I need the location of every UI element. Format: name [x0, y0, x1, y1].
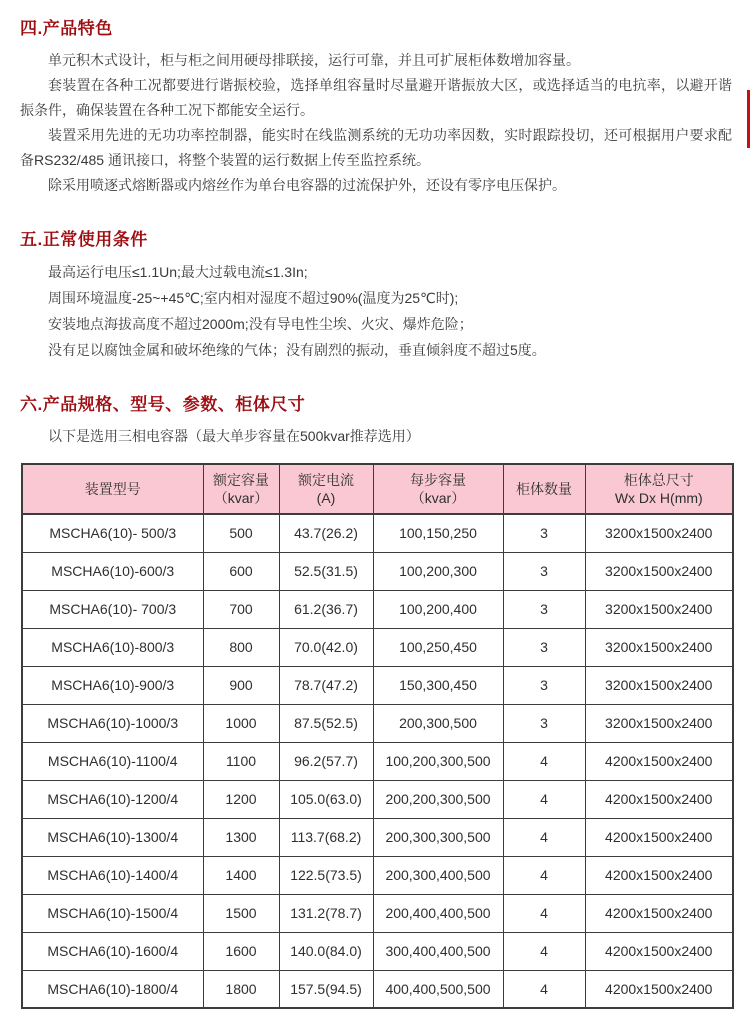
table-cell: 3200x1500x2400	[585, 704, 733, 742]
table-cell: MSCHA6(10)- 500/3	[22, 514, 203, 552]
table-row	[22, 818, 733, 856]
table-row	[22, 856, 733, 894]
table-cell: 113.7(68.2)	[279, 818, 373, 856]
table-cell: 1100	[203, 742, 279, 780]
table-cell: MSCHA6(10)-600/3	[22, 552, 203, 590]
table-row	[22, 666, 733, 704]
table-cell: 4200x1500x2400	[585, 856, 733, 894]
column-header-rated-current	[279, 464, 373, 514]
table-cell: 1600	[203, 932, 279, 970]
table-cell: 3	[503, 666, 585, 704]
table-cell: 100,150,250	[373, 514, 503, 552]
table-cell: 122.5(73.5)	[279, 856, 373, 894]
table-cell: 4	[503, 932, 585, 970]
table-cell: 131.2(78.7)	[279, 894, 373, 932]
table-cell: 3	[503, 552, 585, 590]
table-row	[22, 552, 733, 590]
table-cell: 140.0(84.0)	[279, 932, 373, 970]
conditions-lines	[20, 259, 732, 363]
table-cell: 100,250,450	[373, 628, 503, 666]
features-paragraphs	[20, 48, 732, 198]
spec-table-head	[22, 464, 733, 514]
table-cell: 4200x1500x2400	[585, 818, 733, 856]
table-cell: MSCHA6(10)-1100/4	[22, 742, 203, 780]
table-cell: 100,200,300	[373, 552, 503, 590]
table-cell: MSCHA6(10)-900/3	[22, 666, 203, 704]
condition-line: 安装地点海拔高度不超过2000m;没有导电性尘埃、火灾、爆炸危险；	[48, 316, 473, 332]
spec-table	[21, 463, 734, 1009]
column-header-step-capacity	[373, 464, 503, 514]
table-cell: 43.7(26.2)	[279, 514, 373, 552]
spec-table-note: 以下是选用三相电容器（最大单步容量在500kvar推荐选用）	[48, 428, 420, 444]
column-header-label: 每步容量	[410, 472, 466, 488]
table-cell: 4200x1500x2400	[585, 742, 733, 780]
table-cell: MSCHA6(10)-1400/4	[22, 856, 203, 894]
table-row	[22, 932, 733, 970]
table-cell: 4	[503, 970, 585, 1008]
table-cell: 400,400,500,500	[373, 970, 503, 1008]
table-cell: 4	[503, 780, 585, 818]
table-cell: 4	[503, 894, 585, 932]
table-cell: 3200x1500x2400	[585, 628, 733, 666]
table-cell: 3200x1500x2400	[585, 590, 733, 628]
table-cell: 800	[203, 628, 279, 666]
column-header-unit: （kvar）	[410, 490, 466, 506]
table-row	[22, 780, 733, 818]
table-cell: 900	[203, 666, 279, 704]
table-cell: 3	[503, 704, 585, 742]
condition-line: 最高运行电压≤1.1Un;最大过载电流≤1.3In;	[48, 264, 308, 280]
table-cell: 500	[203, 514, 279, 552]
condition-line: 周围环境温度-25~+45℃;室内相对湿度不超过90%(温度为25℃时);	[48, 290, 459, 306]
table-cell: 1800	[203, 970, 279, 1008]
spec-table-header-row	[22, 464, 733, 514]
paragraph: 除采用喷逐式熔断器或内熔丝作为单台电容器的过流保护外，还设有零序电压保护。	[48, 177, 566, 193]
column-header-unit: (A)	[316, 490, 336, 506]
column-header-rated-capacity	[203, 464, 279, 514]
table-cell: MSCHA6(10)-1800/4	[22, 970, 203, 1008]
table-cell: 200,300,500	[373, 704, 503, 742]
table-cell: 105.0(63.0)	[279, 780, 373, 818]
table-cell: 4	[503, 856, 585, 894]
table-cell: 1400	[203, 856, 279, 894]
column-header-label: 额定容量	[213, 472, 269, 488]
table-cell: MSCHA6(10)-1500/4	[22, 894, 203, 932]
table-row	[22, 704, 733, 742]
column-header-unit: Wx Dx H(mm)	[614, 490, 703, 506]
column-header-label: 柜体数量	[516, 481, 572, 497]
spec-table-body	[22, 514, 733, 1008]
section-heading-conditions: 五.正常使用条件	[20, 230, 148, 249]
column-header-label: 柜体总尺寸	[623, 472, 694, 488]
table-cell: 61.2(36.7)	[279, 590, 373, 628]
table-cell: 4200x1500x2400	[585, 932, 733, 970]
table-cell: MSCHA6(10)-1600/4	[22, 932, 203, 970]
table-row	[22, 514, 733, 552]
table-cell: 4200x1500x2400	[585, 780, 733, 818]
table-cell: 150,300,450	[373, 666, 503, 704]
table-cell: MSCHA6(10)-1200/4	[22, 780, 203, 818]
table-cell: MSCHA6(10)- 700/3	[22, 590, 203, 628]
table-cell: 87.5(52.5)	[279, 704, 373, 742]
table-cell: 4	[503, 742, 585, 780]
paragraph: 套装置在各种工况都要进行谐振校验，选择单组容量时尽量避开谐振放大区，或选择适当的电抗率，以避开谐振条件，确保装置在各种工况下都能安全运行。	[20, 77, 732, 118]
table-row	[22, 742, 733, 780]
table-cell: 700	[203, 590, 279, 628]
table-cell: 1500	[203, 894, 279, 932]
table-cell: 3	[503, 514, 585, 552]
table-cell: 3	[503, 590, 585, 628]
table-cell: 100,200,300,500	[373, 742, 503, 780]
section-heading-features: 四.产品特色	[20, 19, 113, 38]
table-row	[22, 894, 733, 932]
column-header-label: 额定电流	[298, 472, 354, 488]
table-cell: 4200x1500x2400	[585, 894, 733, 932]
table-cell: 1200	[203, 780, 279, 818]
table-row	[22, 628, 733, 666]
table-cell: 600	[203, 552, 279, 590]
table-cell: 300,400,400,500	[373, 932, 503, 970]
table-cell: 1300	[203, 818, 279, 856]
table-cell: 100,200,400	[373, 590, 503, 628]
column-header-unit: （kvar）	[213, 490, 269, 506]
table-cell: MSCHA6(10)-1000/3	[22, 704, 203, 742]
column-header-cabinet-count	[503, 464, 585, 514]
paragraph: 装置采用先进的无功功率控制器，能实时在线监测系统的无功功率因数，实时跟踪投切，还可根据用户要求配备RS232/485 通讯接口，将整个装置的运行数据上传至监控系统。	[20, 127, 732, 168]
table-cell: 3200x1500x2400	[585, 666, 733, 704]
table-cell: 200,300,400,500	[373, 856, 503, 894]
table-cell: 4200x1500x2400	[585, 970, 733, 1008]
table-cell: 200,200,300,500	[373, 780, 503, 818]
table-cell: MSCHA6(10)-1300/4	[22, 818, 203, 856]
table-cell: 3200x1500x2400	[585, 514, 733, 552]
column-header-label: 装置型号	[84, 481, 141, 497]
table-row	[22, 590, 733, 628]
table-cell: 96.2(57.7)	[279, 742, 373, 780]
table-cell: 3	[503, 628, 585, 666]
table-cell: 3200x1500x2400	[585, 552, 733, 590]
table-cell: 157.5(94.5)	[279, 970, 373, 1008]
table-cell: MSCHA6(10)-800/3	[22, 628, 203, 666]
table-row	[22, 970, 733, 1008]
table-cell: 70.0(42.0)	[279, 628, 373, 666]
column-header-model	[22, 464, 203, 514]
table-cell: 1000	[203, 704, 279, 742]
section-heading-specs: 六.产品规格、型号、参数、柜体尺寸	[20, 395, 306, 414]
paragraph: 单元积木式设计，柜与柜之间用硬母排联接，运行可靠，并且可扩展柜体数增加容量。	[48, 52, 580, 68]
table-cell: 200,300,300,500	[373, 818, 503, 856]
table-cell: 4	[503, 818, 585, 856]
table-cell: 78.7(47.2)	[279, 666, 373, 704]
table-cell: 52.5(31.5)	[279, 552, 373, 590]
table-cell: 200,400,400,500	[373, 894, 503, 932]
condition-line: 没有足以腐蚀金属和破坏绝缘的气体；没有剧烈的振动，垂直倾斜度不超过5度。	[48, 342, 546, 358]
column-header-cabinet-size	[585, 464, 733, 514]
